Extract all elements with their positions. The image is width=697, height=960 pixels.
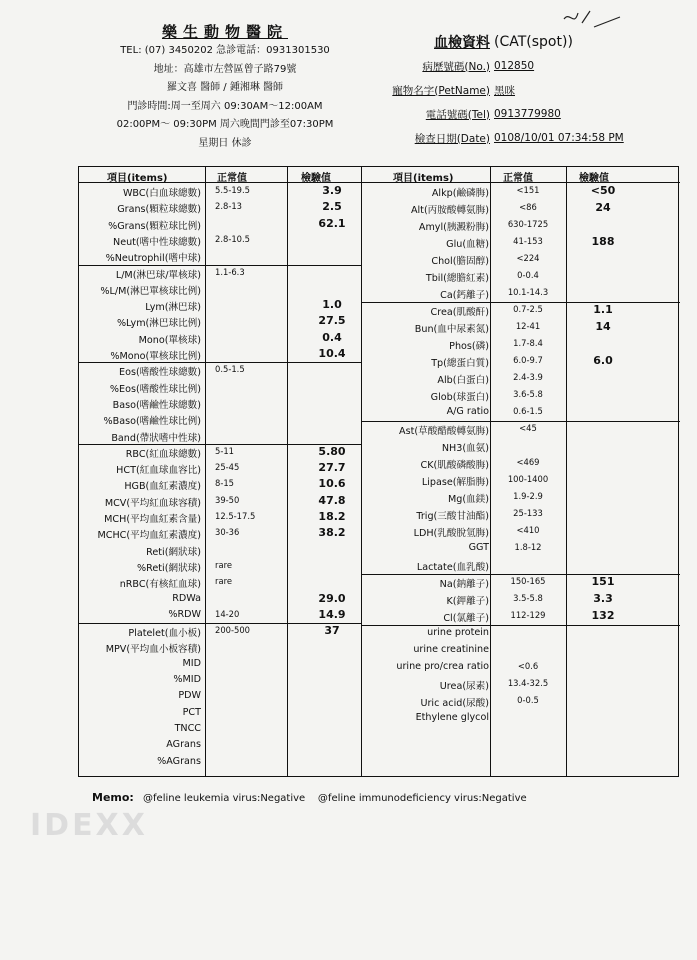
left-item-range: 2.8-10.5 bbox=[215, 233, 250, 244]
left-item-name: %Baso(嗜鹼性球比例) bbox=[103, 416, 201, 428]
left-item-name: Reti(網狀球) bbox=[146, 546, 201, 558]
left-item-range: rare bbox=[215, 559, 232, 570]
left-item-name: %Mono(單核球比例) bbox=[110, 351, 201, 362]
header-range-left: 正常值 bbox=[217, 173, 247, 184]
right-item-name: urine protein bbox=[427, 627, 489, 638]
right-item-name: Ast(草酸醋酸轉氨脢) bbox=[399, 426, 489, 437]
left-item-range: 1.1-6.3 bbox=[215, 266, 245, 277]
header-item-left: 項目(items) bbox=[107, 173, 168, 184]
header-range-right: 正常值 bbox=[503, 173, 533, 184]
right-item-name: Glu(血糖) bbox=[446, 239, 489, 250]
right-item-range: 0-0.5 bbox=[517, 695, 539, 705]
left-item-name: nRBC(有核紅血球) bbox=[119, 579, 201, 591]
right-item-name: Phos(磷) bbox=[449, 341, 489, 352]
left-item-value: 27.5 bbox=[318, 314, 346, 328]
left-item-name: %RDW bbox=[168, 608, 201, 620]
right-item-name: LDH(乳酸脫氫脢) bbox=[413, 528, 489, 539]
right-item-range: 3.5-5.8 bbox=[513, 593, 543, 603]
right-item-range: <224 bbox=[516, 253, 540, 263]
left-item-name: PCT bbox=[182, 706, 201, 718]
right-item-name: Alkp(鹼磷脢) bbox=[431, 188, 489, 199]
clinic-name: 樂生動物醫院 bbox=[161, 23, 288, 41]
report-field-label: 檢查日期(Date) bbox=[414, 132, 490, 145]
right-item-name: Uric acid(尿酸) bbox=[420, 698, 489, 709]
left-item-name: MID bbox=[182, 657, 201, 669]
report-title: 血檢資料 bbox=[434, 35, 490, 51]
right-item-name: Trig(三酸甘油酯) bbox=[416, 511, 489, 522]
right-item-range: 6.0-9.7 bbox=[513, 355, 543, 365]
report-field bbox=[365, 54, 665, 78]
header-value-right: 檢驗值 bbox=[579, 173, 609, 184]
watermark-logo: IDEXX bbox=[30, 808, 148, 843]
right-item-range: <410 bbox=[516, 525, 540, 535]
report-field-value: 0108/10/01 07:34:58 PM bbox=[494, 132, 624, 144]
left-item-name: %MID bbox=[173, 674, 201, 685]
report-field-value: 黑咪 bbox=[494, 84, 515, 97]
right-item-range: 150-165 bbox=[510, 576, 546, 586]
left-item-name: RBC(紅血球總數) bbox=[125, 448, 201, 460]
right-item-range: 2.4-3.9 bbox=[513, 372, 543, 382]
right-item-name: Chol(膽固醇) bbox=[431, 256, 489, 267]
right-item-name: Alt(丙胺酸轉氨脢) bbox=[410, 205, 489, 216]
right-item-value: 151 bbox=[591, 575, 615, 588]
left-item-value: 27.7 bbox=[318, 461, 346, 475]
right-item-name: Ca(鈣離子) bbox=[440, 290, 489, 301]
left-item-range: 25-45 bbox=[215, 462, 240, 473]
left-item-name: %Lym(淋巴球比例) bbox=[116, 318, 201, 330]
left-item-range: 30-36 bbox=[215, 527, 240, 538]
report-field-value: 0913779980 bbox=[494, 108, 561, 120]
clinic-doctors: 羅文喜 醫師 / 鍾湘琳 醫師 bbox=[166, 82, 284, 93]
right-item-range: 25-133 bbox=[513, 508, 543, 518]
left-item-value: 18.2 bbox=[318, 510, 346, 523]
memo bbox=[92, 791, 527, 804]
right-item-value: 1.1 bbox=[593, 303, 613, 316]
left-item-name: AGrans bbox=[166, 739, 201, 751]
left-item-value: 14.9 bbox=[318, 607, 346, 621]
right-item-name: K(鉀離子) bbox=[446, 596, 489, 607]
left-item-range: 14-20 bbox=[215, 608, 240, 619]
left-item-range: 39-50 bbox=[215, 494, 240, 505]
right-item-name: Tbil(總膽紅素) bbox=[425, 273, 489, 284]
left-item-name: WBC(白血球總數) bbox=[122, 188, 201, 199]
right-item-range: 0.6-1.5 bbox=[513, 406, 543, 416]
left-item-name: HGB(血紅素濃度) bbox=[124, 481, 201, 493]
left-item-range: 2.8-13 bbox=[215, 201, 242, 212]
right-item-name: Urea(尿素) bbox=[439, 681, 489, 692]
left-item-name: Grans(顆粒球總數) bbox=[117, 204, 201, 216]
left-item-range: rare bbox=[215, 576, 232, 587]
right-item-range: 630-1725 bbox=[507, 219, 549, 229]
right-item-name: Amyl(胰澱粉脢) bbox=[418, 222, 489, 233]
report-field-label: 病歷號碼(No.) bbox=[422, 60, 490, 73]
report-info bbox=[365, 30, 665, 150]
right-item-value: 188 bbox=[591, 235, 615, 248]
left-item-name: %Neutrophil(嗜中球) bbox=[105, 253, 201, 265]
left-item-range: 12.5-17.5 bbox=[215, 511, 256, 521]
right-item-range: 100-1400 bbox=[507, 474, 549, 484]
clinic-hours-2: 02:00PM～ 09:30PM 周六晚間門診至07:30PM bbox=[116, 119, 334, 130]
clinic-tel: TEL: (07) 3450202 急診電話：0931301530 bbox=[120, 45, 330, 56]
report-field-value: 012850 bbox=[494, 60, 535, 72]
right-item-range: 1.9-2.9 bbox=[513, 491, 543, 501]
right-item-range: 0.7-2.5 bbox=[513, 304, 543, 314]
left-item-value: 5.80 bbox=[318, 444, 346, 458]
right-item-name: Na(鈉離子) bbox=[439, 579, 489, 590]
right-item-value: 3.3 bbox=[593, 592, 613, 605]
right-item-range: 1.7-8.4 bbox=[513, 338, 543, 348]
right-item-name: Mg(血鎂) bbox=[447, 494, 489, 505]
left-item-name: TNCC bbox=[174, 722, 201, 734]
right-item-range: <0.6 bbox=[517, 661, 539, 671]
left-item-name: %L/M(淋巴單核球比例) bbox=[100, 285, 201, 297]
report-title-sub: (CAT(spot)) bbox=[494, 34, 573, 50]
left-item-range: 5.5-19.5 bbox=[215, 185, 250, 195]
clinic-hours-1: 門診時間:周一至周六 09:30AM～12:00AM bbox=[127, 100, 323, 112]
left-item-value: 2.5 bbox=[322, 200, 342, 214]
right-item-name: urine creatinine bbox=[413, 644, 489, 655]
report-field bbox=[365, 126, 665, 150]
left-item-range: 0.5-1.5 bbox=[215, 364, 245, 375]
left-item-value: 62.1 bbox=[318, 216, 346, 230]
left-item-name: RDWa bbox=[172, 592, 201, 604]
left-item-name: Band(帶狀嗜中性球) bbox=[111, 432, 201, 444]
left-item-range: 8-15 bbox=[215, 478, 235, 489]
left-item-name: %AGrans bbox=[157, 755, 201, 767]
report-field bbox=[365, 102, 665, 126]
right-item-range: <86 bbox=[519, 202, 537, 212]
right-item-range: 41-153 bbox=[513, 236, 543, 246]
memo-label: Memo: bbox=[92, 791, 134, 804]
right-item-name: A/G ratio bbox=[446, 406, 489, 417]
left-item-value: 47.8 bbox=[318, 493, 346, 507]
header-item-right: 項目(items) bbox=[393, 173, 454, 184]
left-item-value: 3.9 bbox=[322, 184, 342, 197]
left-item-name: Lym(淋巴球) bbox=[145, 302, 201, 314]
right-item-range: 12-41 bbox=[515, 321, 541, 331]
right-item-name: Glob(球蛋白) bbox=[430, 392, 489, 403]
right-item-range: 13.4-32.5 bbox=[507, 678, 549, 688]
right-item-name: Alb(白蛋白) bbox=[437, 375, 489, 386]
clinic-closed: 星期日 休診 bbox=[198, 137, 252, 149]
memo-note-1: @feline leukemia virus:Negative bbox=[143, 793, 306, 804]
right-item-range: <151 bbox=[516, 185, 540, 195]
right-item-value: 24 bbox=[595, 201, 611, 214]
left-item-name: Neut(嗜中性球總數) bbox=[113, 236, 201, 248]
right-item-range: <45 bbox=[519, 423, 537, 433]
right-item-name: Cl(氯離子) bbox=[443, 613, 489, 624]
left-item-value: 10.6 bbox=[318, 477, 346, 491]
left-item-value: 37 bbox=[324, 624, 340, 638]
right-item-name: Bun(血中尿素氮) bbox=[414, 324, 489, 335]
clinic-header bbox=[95, 22, 355, 153]
left-item-name: PDW bbox=[178, 690, 201, 702]
left-item-value: 1.0 bbox=[322, 298, 342, 312]
right-item-range: 1.8-12 bbox=[514, 542, 542, 552]
left-item-range: 200-500 bbox=[215, 625, 250, 636]
right-item-name: urine pro/crea ratio bbox=[396, 661, 489, 672]
right-item-name: NH3(血氨) bbox=[441, 443, 489, 454]
right-item-name: Lactate(血乳酸) bbox=[416, 562, 489, 573]
report-field-label: 寵物名字(PetName) bbox=[392, 84, 490, 97]
left-item-name: MPV(平均血小板容積) bbox=[105, 644, 201, 656]
left-item-value: 10.4 bbox=[318, 347, 346, 360]
right-item-range: 0-0.4 bbox=[517, 270, 539, 280]
right-item-range: <469 bbox=[516, 457, 540, 467]
left-item-name: Mono(單核球) bbox=[138, 334, 201, 346]
handwritten-mark-icon bbox=[560, 5, 670, 33]
left-item-name: MCH(平均血紅素含量) bbox=[104, 514, 201, 525]
header-value-left: 檢驗值 bbox=[301, 173, 331, 184]
clinic-address: 地址：高雄市左營區曾子路79號 bbox=[153, 63, 297, 75]
left-item-name: Platelet(血小板) bbox=[128, 628, 201, 640]
left-item-name: HCT(紅血球血容比) bbox=[116, 465, 201, 477]
left-item-name: Eos(嗜酸性球總數) bbox=[119, 367, 201, 379]
left-item-value: 38.2 bbox=[318, 526, 346, 540]
blood-test-table bbox=[78, 166, 679, 777]
left-item-value: 0.4 bbox=[322, 330, 342, 344]
left-item-name: L/M(淋巴球/單核球) bbox=[115, 269, 201, 281]
right-item-name: Tp(總蛋白質) bbox=[431, 358, 489, 369]
left-item-name: %Grans(顆粒球比例) bbox=[108, 220, 201, 232]
right-item-value: <50 bbox=[590, 184, 616, 197]
right-item-name: CK(肌酸磷酸脢) bbox=[420, 460, 489, 471]
report-field-label: 電話號碼(Tel) bbox=[425, 108, 490, 121]
left-item-value: 29.0 bbox=[318, 591, 346, 605]
left-item-range: 5-11 bbox=[215, 445, 235, 456]
right-item-name: Lipase(解脂脢) bbox=[421, 477, 489, 488]
right-item-value: 132 bbox=[591, 609, 615, 622]
right-item-value: 6.0 bbox=[593, 354, 613, 367]
right-item-name: GGT bbox=[468, 542, 489, 553]
left-item-name: %Reti(網狀球) bbox=[137, 562, 201, 574]
report-field bbox=[365, 78, 665, 102]
left-item-name: Baso(嗜鹼性球總數) bbox=[112, 399, 201, 411]
memo-note-2: @feline immunodeficiency virus:Negative bbox=[317, 793, 527, 804]
left-item-name: MCV(平均紅血球容積) bbox=[104, 497, 201, 509]
right-item-value: 14 bbox=[595, 320, 611, 333]
right-item-range: 3.6-5.8 bbox=[513, 389, 543, 399]
right-item-name: Crea(肌酸酐) bbox=[430, 307, 489, 318]
left-item-name: %Eos(嗜酸性球比例) bbox=[109, 383, 201, 395]
right-item-name: Ethylene glycol bbox=[415, 712, 489, 723]
left-item-name: MCHC(平均血紅素濃度) bbox=[97, 530, 201, 542]
right-item-range: 112-129 bbox=[510, 610, 546, 620]
right-item-range: 10.1-14.3 bbox=[507, 287, 549, 297]
